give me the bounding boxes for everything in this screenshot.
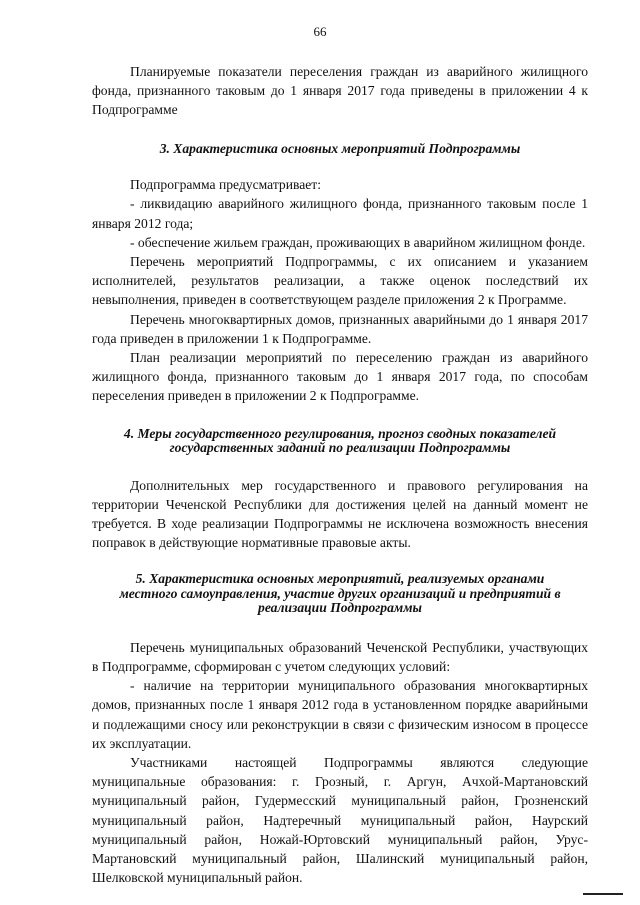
page-content bbox=[92, 62, 588, 888]
section-4-heading-line: 4. Меры государственного регулирования, прогноз сводных показателей bbox=[123, 425, 557, 441]
section-5-heading-line: реализации Подпрограммы bbox=[258, 600, 422, 616]
section-4-body bbox=[92, 476, 588, 553]
section-5-heading-line: местного самоуправления, участие других организаций и предприятий в bbox=[119, 585, 561, 601]
section-4-heading bbox=[92, 427, 588, 456]
section-5-paragraph: Участниками настоящей Подпрограммы являются следующие муниципальные образования: г. Грозный, г. Аргун, Ачхой-Мартановский муниципальный район, Гудермесский муниципальный район, Грозненский муниципальный район, Надтеречный муниципальный район, Наурский муниципальный район, Ножай-Юртовский муниципальный район, Урус-Мартановский муниципальный район, Шалинский муниципальный район, Шелковской муниципальный район. bbox=[92, 755, 588, 886]
section-3-body bbox=[92, 175, 588, 405]
section-5-heading bbox=[92, 572, 588, 616]
section-5-heading-line: 5. Характеристика основных мероприятий, реализуемых органами bbox=[135, 571, 545, 587]
intro-paragraph: Планируемые показатели переселения граждан из аварийного жилищного фонда, признанного таковым до 1 января 2017 года приведены в приложении 4 к Подпрограмме bbox=[92, 64, 588, 118]
section-3-paragraph: План реализации мероприятий по переселению граждан из аварийного жилищного фонда, признанного таковым до 1 января 2017 года, по способам переселения приведен в приложении 2 к Подпрограмме. bbox=[92, 349, 588, 404]
section-3-list-item: - обеспечение жильем граждан, проживающих в аварийном жилищном фонде. bbox=[130, 234, 586, 250]
section-3-paragraph: Перечень мероприятий Подпрограммы, с их описанием и указанием исполнителей, результатов реализации, а также оценок последствий их невыполнения, приведен в соответствующем разделе приложения 2 к Программе. bbox=[92, 253, 588, 308]
section-3-heading: 3. Характеристика основных мероприятий Подпрограммы bbox=[159, 140, 521, 156]
section-3-lead: Подпрограмма предусматривает: bbox=[130, 177, 322, 193]
section-5-list-item: - наличие на территории муниципального образования многоквартирных домов, признанных после 1 января 2012 года в установленном порядке аварийными и подлежащими сносу или реконструкции в связи с физическим износом в процессе их эксплуатации. bbox=[92, 678, 588, 751]
section-3-list-item: - ликвидацию аварийного жилищного фонда, признанного таковым после 1 января 2012 года; bbox=[92, 196, 588, 231]
section-3-paragraph: Перечень многоквартирных домов, признанных аварийными до 1 января 2017 года приведен в приложении 1 к Подпрограмме. bbox=[92, 311, 588, 346]
section-4-paragraph: Дополнительных мер государственного и правового регулирования на территории Чеченской Республики для достижения целей на данный момент не требуется. В ходе реализации Подпрограммы не исключена возможность внесения поправок в действующие нормативные правовые акты. bbox=[92, 477, 588, 551]
footer-rule bbox=[583, 893, 623, 895]
section-5-body bbox=[92, 638, 588, 888]
page-number: 66 bbox=[313, 24, 327, 39]
section-5-paragraph: Перечень муниципальных образований Чеченской Республики, участвующих в Подпрограмме, сформирован с учетом следующих условий: bbox=[92, 639, 588, 675]
section-4-heading-line: государственных заданий по реализации Подпрограммы bbox=[169, 440, 511, 456]
